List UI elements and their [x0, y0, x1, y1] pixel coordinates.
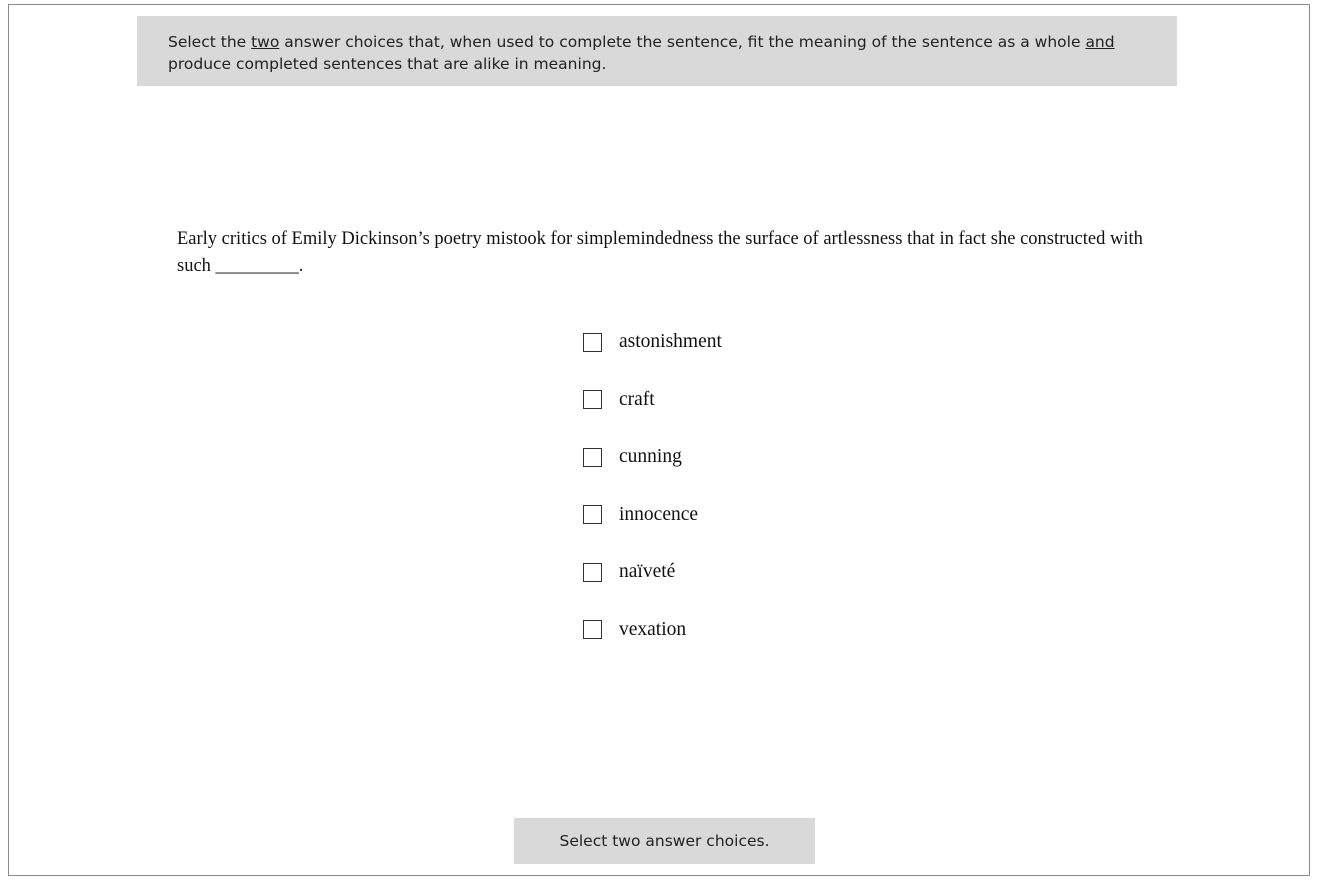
- checkbox[interactable]: [583, 620, 602, 639]
- checkbox[interactable]: [583, 390, 602, 409]
- choice-label: naïveté: [619, 561, 676, 582]
- directions-emphasis-two: two: [251, 33, 280, 51]
- answer-choices: [583, 328, 883, 673]
- choice-vexation[interactable]: [583, 616, 883, 644]
- directions-text-3: produce completed sentences that are alike in meaning.: [168, 55, 607, 73]
- status-text: Select two answer choices.: [559, 832, 770, 850]
- choice-label: astonishment: [619, 331, 722, 352]
- selection-status: [514, 818, 815, 864]
- checkbox[interactable]: [583, 333, 602, 352]
- directions-text-1: Select the: [168, 33, 252, 51]
- choice-naivete[interactable]: [583, 558, 883, 586]
- directions-panel: [137, 16, 1177, 86]
- directions-emphasis-and: and: [1085, 33, 1115, 51]
- choice-label: innocence: [619, 503, 699, 525]
- choice-cunning[interactable]: [583, 443, 883, 471]
- choice-label: vexation: [619, 618, 687, 640]
- checkbox[interactable]: [583, 505, 602, 524]
- choice-label: cunning: [619, 446, 682, 467]
- choice-innocence[interactable]: [583, 501, 883, 529]
- choice-label: craft: [619, 388, 655, 410]
- checkbox[interactable]: [583, 448, 602, 467]
- checkbox[interactable]: [583, 563, 602, 582]
- choice-craft[interactable]: [583, 386, 883, 414]
- choice-astonishment[interactable]: [583, 328, 883, 356]
- question-stem: Early critics of Emily Dickinson’s poetry mistook for simplemindedness the surface of artlessness that in fact she constructed with such _________.: [177, 229, 1143, 276]
- directions-text-2: answer choices that, when used to complete the sentence, fit the meaning of the sentence as a whole: [279, 33, 1086, 51]
